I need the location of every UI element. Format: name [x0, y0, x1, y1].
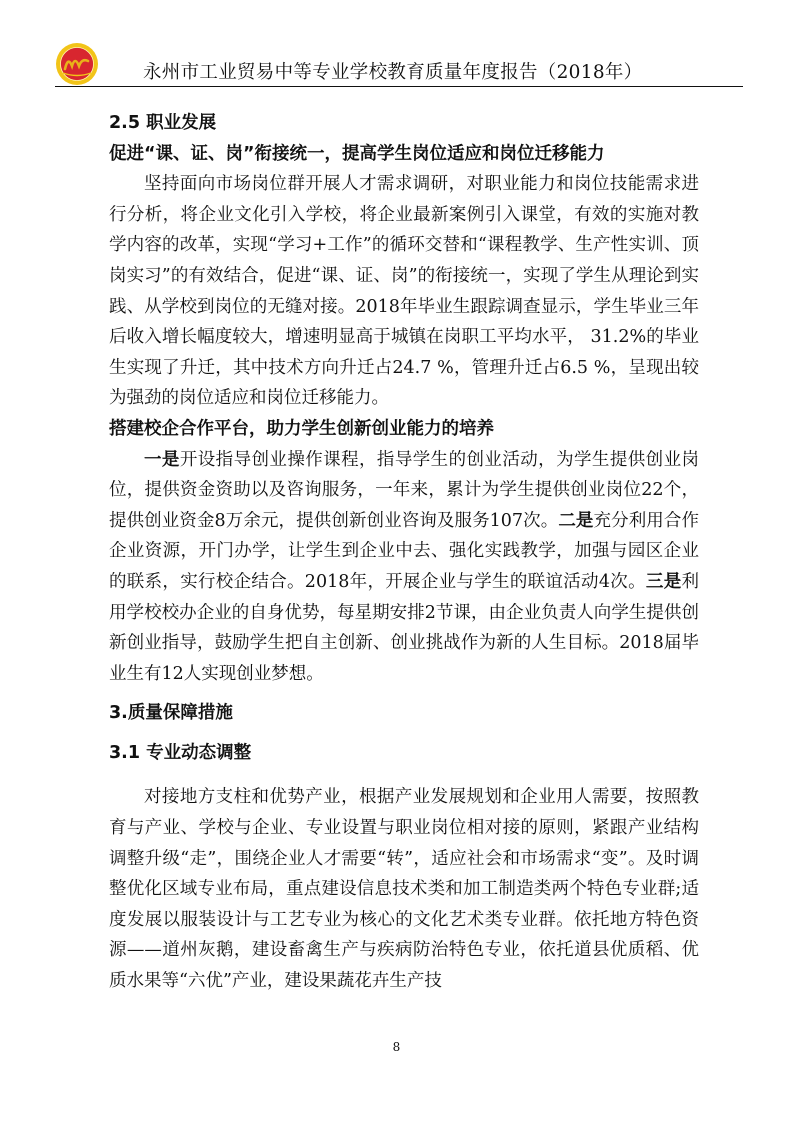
page-number: 8: [392, 1040, 401, 1054]
text-second: 充分利用合作企业资源，开门办学，让学生到企业中去、强化实践教学，加强与园区企业的联系，实行校企结合。2018年，开展企业与学生的联谊活动4次。: [109, 510, 699, 592]
subheading-course-cert-post: 促进“课、证、岗”衔接统一，提高学生岗位适应和岗位迁移能力: [109, 143, 605, 164]
paragraph-entrepreneurship: [109, 445, 699, 690]
page-header-title: 永州市工业贸易中等专业学校教育质量年度报告（2018年）: [143, 62, 643, 83]
header-divider: [55, 86, 743, 87]
subheading-school-enterprise-platform: 搭建校企合作平台，助力学生创新创业能力的培养: [109, 418, 494, 439]
keyword-second: 二是: [558, 510, 594, 531]
keyword-third: 三是: [645, 571, 682, 592]
page-header: [55, 38, 755, 86]
text-third: 利用学校校办企业的自身优势，每星期安排2节课，由企业负责人向学生提供创新创业指导，鼓励学生把自主创新、创业挑战作为新的人生目标。2018届毕业生有12人实现创业梦想。: [109, 571, 700, 684]
section-heading-3-1: 3.1 专业动态调整: [109, 742, 252, 763]
paragraph-program-adjustment: 对接地方支柱和优势产业，根据产业发展规划和企业用人需要，按照教育与产业、学校与企业、专业设置与职业岗位相对接的原则，紧跟产业结构调整升级“走”，围绕企业人才需要“转”，适应社会和市场需求“变”。及时调整优化区域专业布局，重点建设信息技术类和加工制造类两个特色专业群;适度发展以服装设计与工艺专业为核心的文化艺术类专业群。依托地方特色资源——道州灰鹅，建设畜禽生产与疾病防治特色专业，依托道县优质稻、优质水果等“六优”产业，建设果蔬花卉生产技: [109, 787, 699, 992]
section-heading-2-5: 2.5 职业发展: [109, 113, 217, 133]
text-first: 开设指导创业操作课程，指导学生的创业活动，为学生提供创业岗位，提供资金资助以及咨询服务，一年来，累计为学生提供创业岗位22个，提供创业资金8万余元，提供创新创业咨询及服务107次。: [109, 449, 700, 531]
document-body: [109, 108, 699, 997]
keyword-first: 一是: [144, 449, 180, 470]
section-heading-3: 3.质量保障措施: [109, 703, 233, 724]
paragraph-career-development: 坚持面向市场岗位群开展人才需求调研，对职业能力和岗位技能需求进行分析，将企业文化引入学校，将企业最新案例引入课堂，有效的实施对教学内容的改革，实现“学习+工作”的循环交替和“课程教学、生产性实训、顶岗实习”的有效结合，促进“课、证、岗”的衔接统一，实现了学生从理论到实践、从学校到岗位的无缝对接。2018年毕业生跟踪调查显示，学生毕业三年后收入增长幅度较大，增速明显高于城镇在岗职工平均水平， 31.2%的毕业生实现了升迁，其中技术方向升迁占24.7 %，管理升迁占6.5 %，呈现出较为强劲的岗位适应和岗位迁移能力。: [109, 174, 699, 409]
school-emblem-icon: [55, 42, 99, 86]
